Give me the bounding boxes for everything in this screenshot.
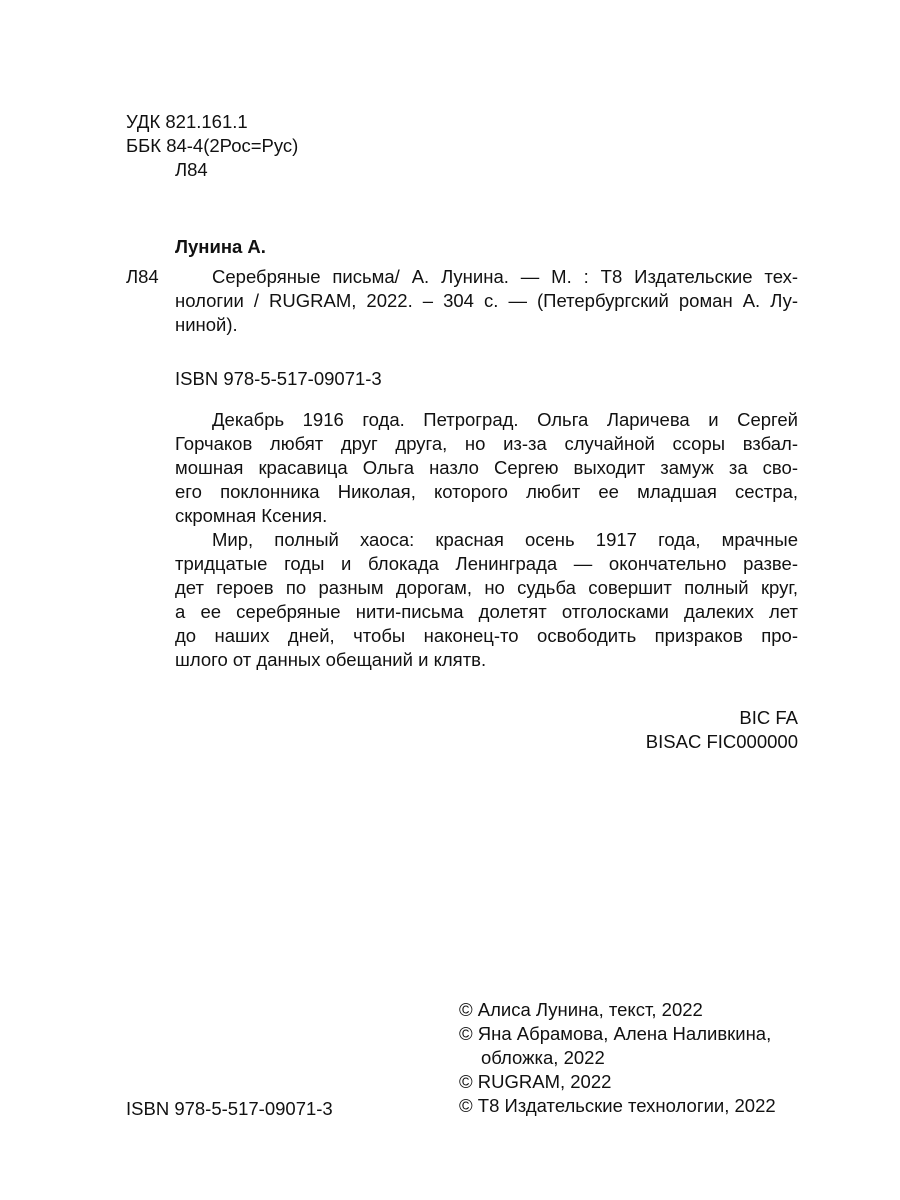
bic-code: BIC FA bbox=[739, 707, 798, 728]
annotation-line: Декабрь 1916 года. Петроград. Ольга Ларичева и Сергей bbox=[212, 409, 798, 430]
annotation-line: дет героев по разным дорогам, но судьба совершит полный круг, bbox=[175, 577, 798, 598]
annotation-line: до наших дней, чтобы наконец-то освободить призраков про- bbox=[175, 625, 798, 646]
copyright-cover-continued: обложка, 2022 bbox=[481, 1047, 605, 1068]
bisac-code: BISAC FIC000000 bbox=[645, 731, 798, 752]
author-mark: Л84 bbox=[175, 159, 208, 180]
annotation-line: мошная красавица Ольга назло Сергею выходит замуж за сво- bbox=[175, 457, 798, 478]
annotation-line: а ее серебряные нити-письма долетят отголосками далеких лет bbox=[175, 601, 798, 622]
copyright-cover: © Яна Абрамова, Алена Наливкина, bbox=[459, 1023, 772, 1044]
annotation-line: шлого от данных обещаний и клятв. bbox=[175, 649, 487, 670]
annotation-line: скромная Ксения. bbox=[175, 505, 328, 526]
subject-codes bbox=[560, 706, 798, 754]
author-name: Лунина А. bbox=[175, 236, 266, 257]
classification-block bbox=[126, 110, 298, 182]
description-line: нологии / RUGRAM, 2022. – 304 с. — (Петербургский роман А. Лу- bbox=[175, 290, 798, 311]
isbn-main: ISBN 978-5-517-09071-3 bbox=[175, 368, 382, 389]
udk-code: УДК 821.161.1 bbox=[126, 111, 248, 132]
annotation-line: Мир, полный хаоса: красная осень 1917 года, мрачные bbox=[212, 529, 798, 550]
bbk-code: ББК 84-4(2Рос=Рус) bbox=[126, 135, 299, 156]
annotation-line: Горчаков любят друг друга, но из-за случайной ссоры взбал- bbox=[175, 433, 798, 454]
annotation-line: его поклонника Николая, которого любит ее младшая сестра, bbox=[175, 481, 798, 502]
entry-code: Л84 bbox=[126, 266, 159, 287]
annotation bbox=[175, 408, 798, 672]
description-line: ниной). bbox=[175, 314, 238, 335]
copyright-notices bbox=[459, 998, 776, 1118]
isbn-bottom: ISBN 978-5-517-09071-3 bbox=[126, 1098, 333, 1119]
description-line: Серебряные письма/ А. Лунина. — М. : Т8 Издательские тех- bbox=[212, 266, 798, 287]
copyright-t8: © Т8 Издательские технологии, 2022 bbox=[459, 1095, 776, 1116]
copyright-text: © Алиса Лунина, текст, 2022 bbox=[459, 999, 703, 1020]
copyright-rugram: © RUGRAM, 2022 bbox=[459, 1071, 612, 1092]
annotation-line: тридцатые годы и блокада Ленинграда — окончательно разве- bbox=[175, 553, 798, 574]
bibliographic-description bbox=[175, 265, 798, 337]
